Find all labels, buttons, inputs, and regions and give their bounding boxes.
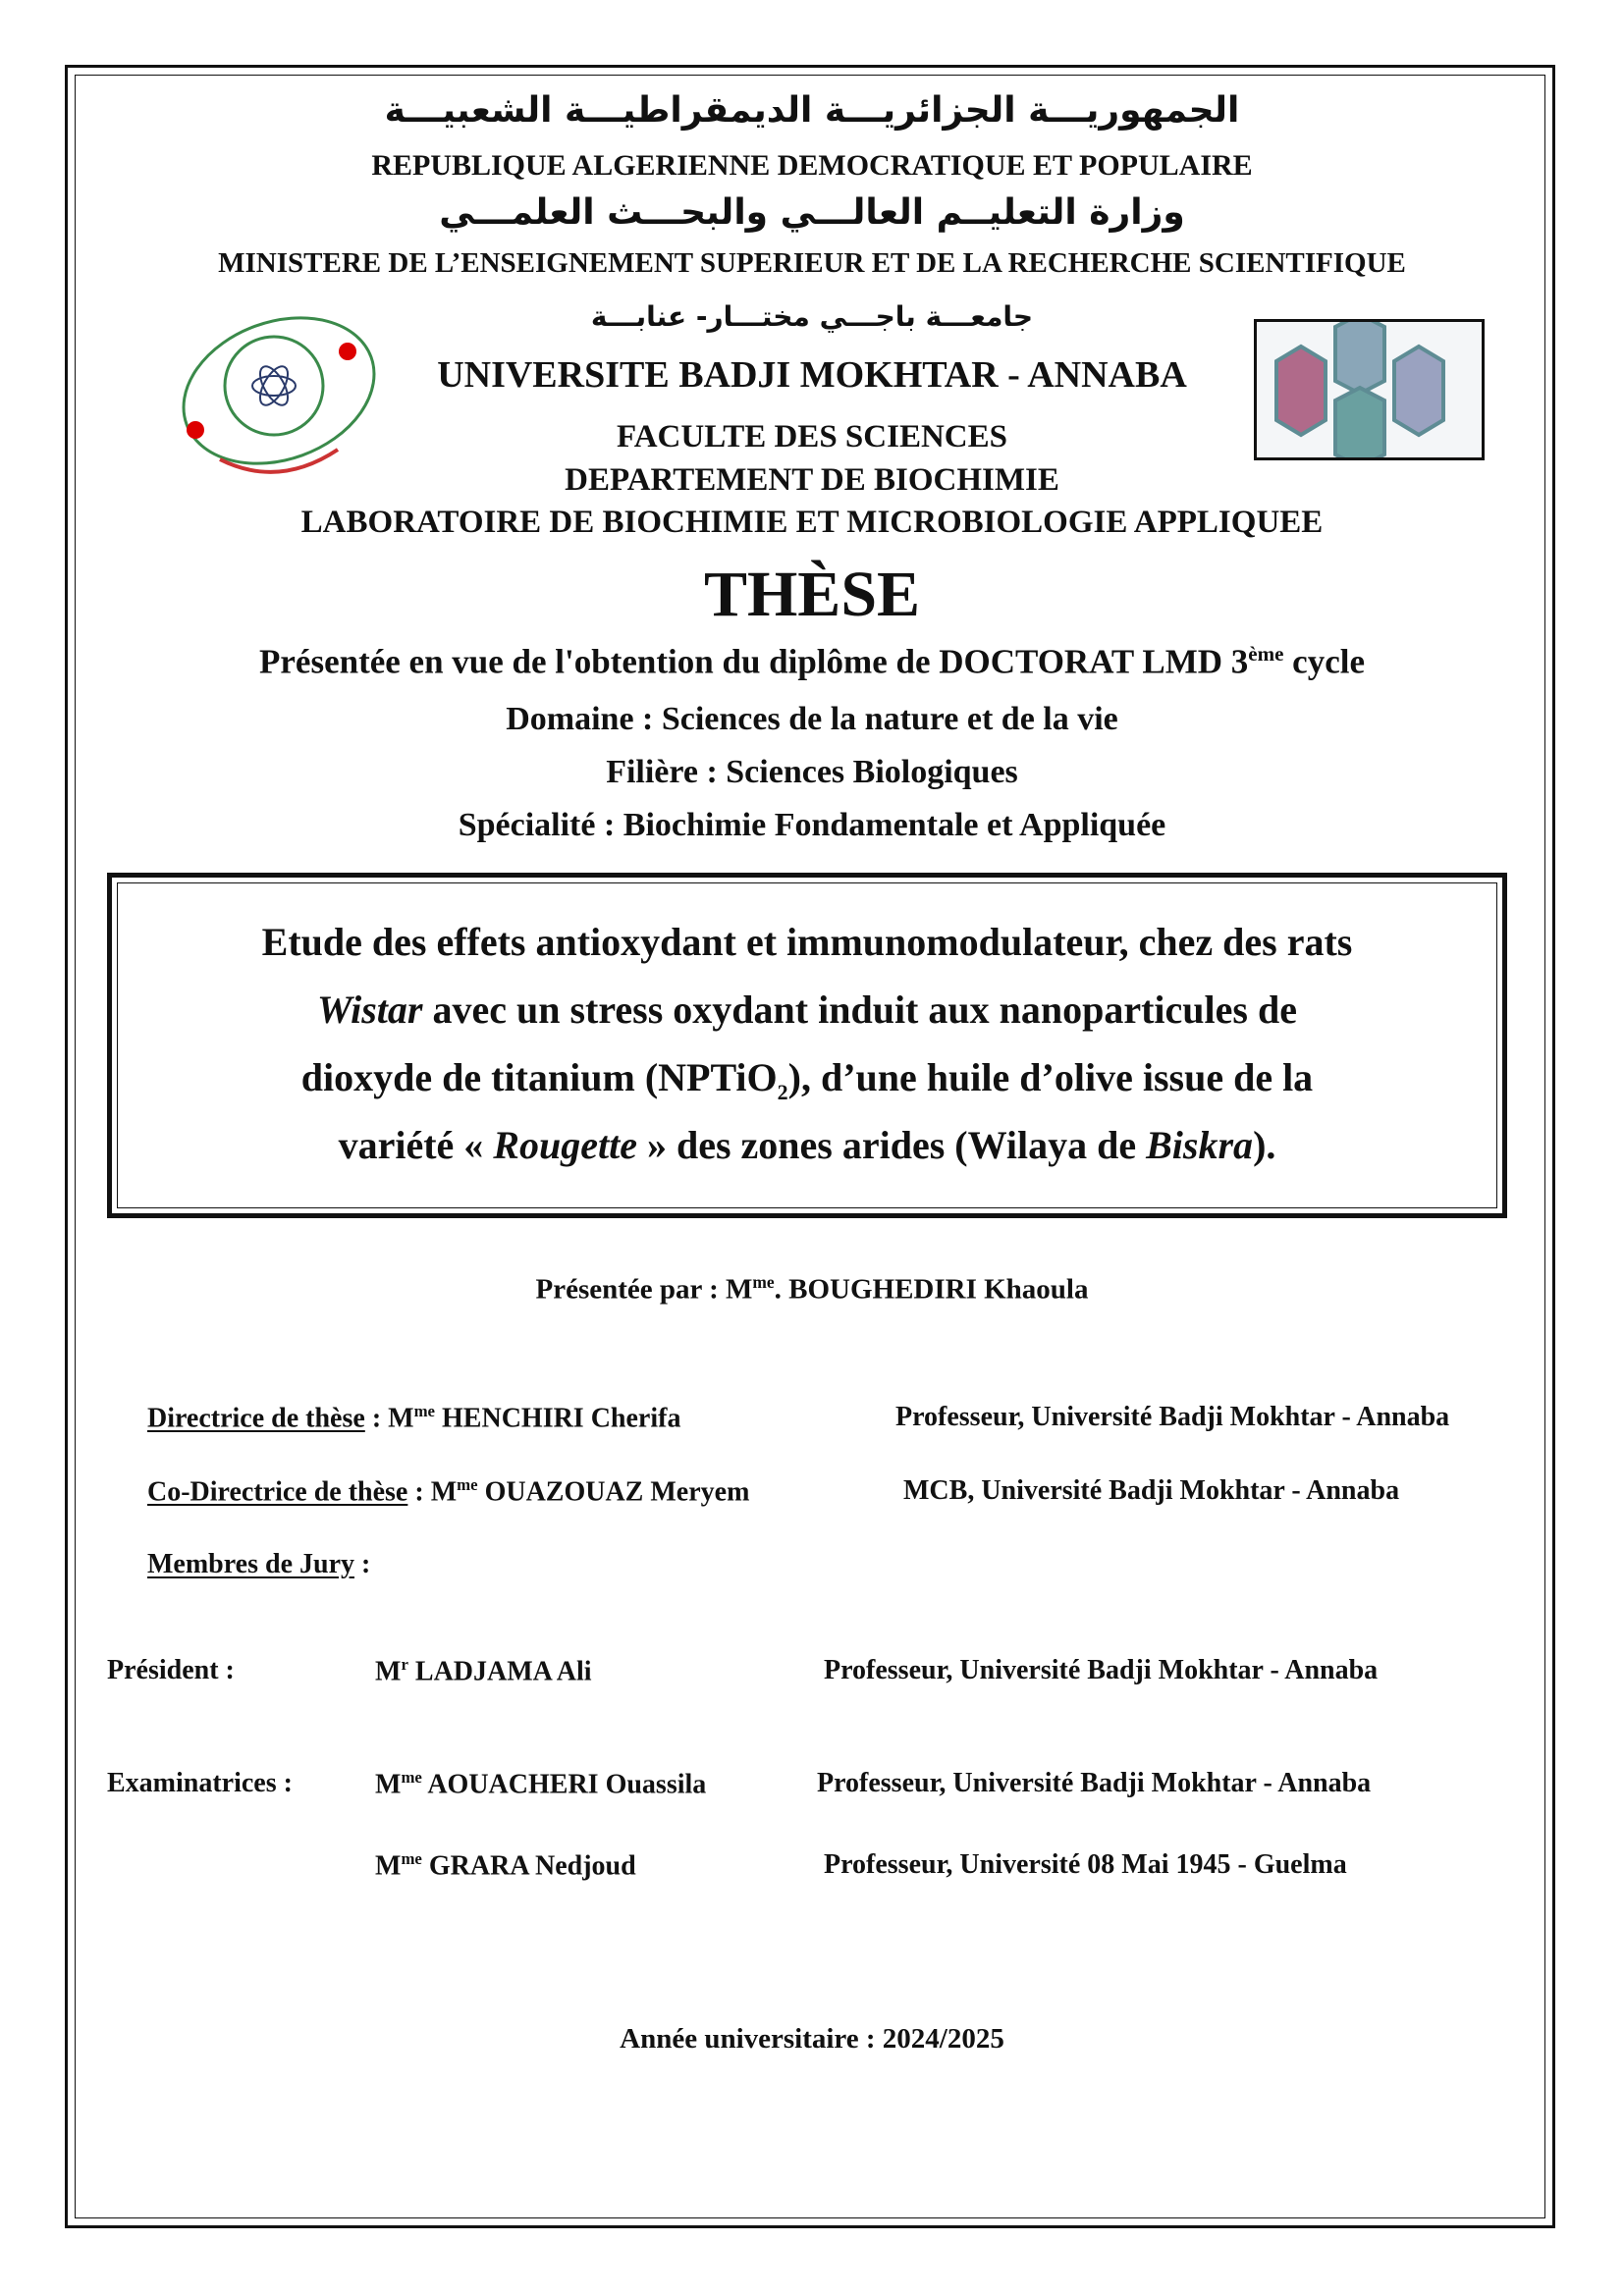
name: AOUACHERI Ouassila (421, 1769, 707, 1800)
colon: : (364, 1403, 389, 1434)
jury-member-affiliation: Professeur, Université 08 Mai 1945 - Guelma (824, 1849, 1347, 1880)
title-sup: r (401, 1655, 408, 1674)
name: LADJAMA Ali (407, 1656, 592, 1687)
title-sub: 2 (777, 1080, 788, 1104)
arabic-ministry: وزارة التعليــم العالـــي والبحـــث العلمـــي (439, 192, 1185, 233)
diploma-sup: ème (1248, 642, 1284, 666)
jury-member-affiliation: Professeur, Université Badji Mokhtar - Annaba (824, 1655, 1379, 1685)
thesis-heading: THÈSE (703, 559, 921, 630)
supervisor-codirector (147, 1475, 749, 1508)
supervisor-director (147, 1402, 680, 1434)
author (0, 1272, 1624, 1307)
title: M (375, 1850, 402, 1882)
jury-label: Membres de Jury (147, 1549, 354, 1579)
diploma-suffix: cycle (1283, 642, 1365, 681)
colon: : (407, 1476, 431, 1508)
author-name: . BOUGHEDIRI Khaoula (774, 1273, 1089, 1306)
jury-member-name (375, 1768, 706, 1800)
ministry: MINISTERE DE L’ENSEIGNEMENT SUPERIEUR ET DE LA RECHERCHE SCIENTIFIQUE (218, 247, 1406, 279)
supervisor-codirector-affiliation: MCB, Université Badji Mokhtar - Annaba (903, 1475, 1400, 1506)
diploma-text: Présentée en vue de l'obtention du diplôme de DOCTORAT LMD 3 (259, 642, 1249, 681)
title-text: ), d’une huile d’olive issue de la (787, 1055, 1314, 1099)
title: M (430, 1476, 458, 1508)
name: HENCHIRI Cherifa (435, 1403, 681, 1434)
title-italic: Wistar (317, 988, 423, 1032)
role: Co-Directrice de thèse (147, 1476, 408, 1508)
arabic-republic: الجمهوريـــة الجزائريـــة الديمقراطيـــة الشعبيـــة (384, 90, 1240, 131)
university-logo (161, 293, 397, 489)
title-line-1: Etude des effets antioxydant et immunomodulateur, chez des rats (261, 920, 1353, 964)
academic-year: Année universitaire : 2024/2025 (620, 2023, 1004, 2055)
title-line-4 (112, 1122, 1502, 1168)
title-italic: Rougette (493, 1123, 637, 1167)
thesis-title-box (107, 873, 1507, 1218)
title-text: avec un stress oxydant induit aux nanoparticules de (422, 988, 1297, 1032)
domain: Domaine : Sciences de la nature et de la vie (506, 701, 1118, 737)
republic: REPUBLIQUE ALGERIENNE DEMOCRATIQUE ET POPULAIRE (371, 149, 1253, 182)
title: M (375, 1769, 402, 1800)
title-italic: Biskra (1146, 1123, 1254, 1167)
author-label: Présentée par : M (535, 1273, 753, 1306)
name: GRARA Nedjoud (421, 1850, 636, 1882)
role: Directrice de thèse (147, 1403, 365, 1434)
diploma-line (0, 642, 1624, 682)
title-sup: me (401, 1768, 422, 1787)
title-text: variété « (338, 1123, 494, 1167)
department: DEPARTEMENT DE BIOCHIMIE (565, 462, 1059, 498)
specialty: Spécialité : Biochimie Fondamentale et Appliquée (458, 807, 1166, 843)
title-text: dioxyde de titanium (NPTiO (300, 1055, 778, 1099)
title-sup: me (401, 1849, 422, 1868)
jury-member-affiliation: Professeur, Université Badji Mokhtar - Annaba (817, 1768, 1372, 1798)
title-line-3 (112, 1054, 1502, 1105)
title-text: ). (1253, 1123, 1276, 1167)
jury-role-president: Président : (107, 1655, 235, 1685)
faculty: FACULTE DES SCIENCES (617, 419, 1007, 454)
title: M (375, 1656, 402, 1687)
jury-member-name (375, 1849, 636, 1882)
jury-role-examiners: Examinatrices : (107, 1768, 293, 1798)
university: UNIVERSITE BADJI MOKHTAR - ANNABA (437, 354, 1187, 396)
author-sup: me (752, 1272, 775, 1292)
field: Filière : Sciences Biologiques (606, 754, 1018, 790)
name: OUAZOUAZ Meryem (477, 1476, 750, 1508)
title-text: » des zones arides (Wilaya de (636, 1123, 1147, 1167)
title-line-2 (112, 987, 1502, 1033)
jury-heading: Membres de Jury : (147, 1549, 371, 1579)
laboratory: LABORATOIRE DE BIOCHIMIE ET MICROBIOLOGIE APPLIQUEE (300, 505, 1324, 540)
title-sup: me (457, 1475, 478, 1494)
arabic-university: جامعـــة باجـــي مختـــار- عنابـــة (590, 300, 1034, 333)
supervisor-director-affiliation: Professeur, Université Badji Mokhtar - Annaba (895, 1402, 1450, 1432)
jury-member-name (375, 1655, 592, 1687)
title: M (388, 1403, 414, 1434)
title-sup: me (413, 1402, 436, 1420)
